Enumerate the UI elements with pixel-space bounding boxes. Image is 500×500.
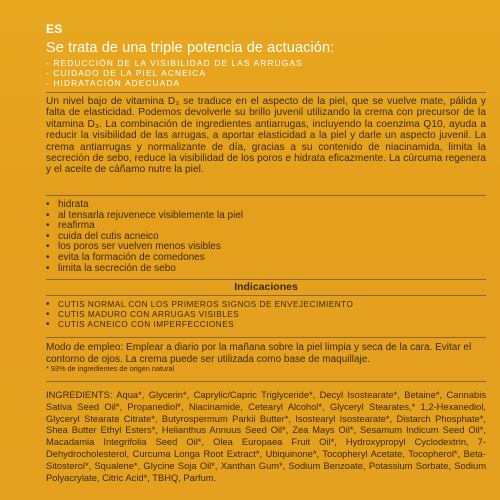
indications-heading: Indicaciones: [234, 281, 298, 293]
bullet-icon: •: [46, 209, 50, 221]
divider: [46, 195, 486, 196]
indication-text: CUTIS ACNEICO CON IMPERFECCIONES: [58, 320, 235, 330]
bullet-icon: •: [46, 220, 50, 232]
bullet-icon: •: [46, 251, 50, 263]
list-item: [46, 211, 486, 222]
divider: [46, 381, 486, 382]
action-item: - CUIDADO DE LA PIEL ACNEICA: [46, 68, 207, 78]
action-item: - REDUCCIÓN DE LA VISIBILIDAD DE LAS ARRUGAS: [46, 58, 303, 68]
natural-origin-footnote: * 93% de ingredientes de origen natural: [46, 364, 175, 373]
usage-instructions: Modo de empleo: Emplear a diario por la mañana sobre la piel limpia y seca de la cara. Evitar el contorno de ojos. La crema puede ser utilizada como base de maquillaje.: [46, 342, 472, 365]
benefits-list: [46, 200, 486, 274]
divider: [46, 279, 486, 280]
benefit-text: hidrata: [58, 199, 89, 210]
list-item: [46, 310, 486, 320]
list-item: [46, 200, 486, 211]
benefit-text: los poros ser vuelven menos visibles: [58, 241, 221, 253]
benefit-text: limita la secreción de sebo: [58, 262, 176, 274]
ingredients-list: INGREDIENTS: Aqua*, Glycerin*, Caprylic/Capric Triglyceride*, Decyl Isostearate*, Betaine*, Cannabis Sativa Seed Oil*, Propanediol*, Niacinamide, Cetearyl Alcohol*, Glyceryl Stearates,* 1,2-Hexanediol, Glyceryl Stearate Citrate*, Butyrospermum Parkii Butter*, Isostearyl Isostearate*, Distarch Phosphate*, Shea Butter Ethyl Esters*, Helianthus Annuus Seed Oil*, Zea Mays Oil*, Sesamum Indicum Seed Oil*, Macadamia Integrifolia Seed Oil*, Olea Europaea Fruit Oil*, Hydroxypropyl Cyclodextrin, 7-Dehydrocholesterol, Curcuma Longa Root Extract*, Ubiquinone*, Tocopheryl Acetate, Tocopherol*, Beta-Sitosterol*, Squalene*, Glycine Soja Oil*, Xanthan Gum*, Sodium Benzoate, Potassium Sorbate, Sodium Polyacrylate, Citric Acid*, TBHQ, Parfum.: [46, 390, 486, 483]
benefit-text: al tensarla rejuvenece visiblemente la piel: [58, 209, 244, 221]
divider: [46, 337, 486, 338]
divider: [46, 92, 486, 93]
product-description: Un nivel bajo de vitamina D₃ se traduce en el aspecto de la piel, que se vuelve mate, pálida y falta de elasticidad. Podemos devolverle su brillo juvenil utilizando la crema con precursor de la vitamina D₃. La combinación de ingredientes antiarrugas, incluyendo la coenzima Q10, ayuda a reducir la visibilidad de las arrugas, a aportar elasticidad a la piel y darle un aspecto juvenil. La crema antiarrugas y normalizante de día, gracias a su contenido de niacinamida, limita la secreción de sebo, reduce la visibilidad de los poros e hidrata eficazmente. La cúrcuma regenera y el aceite de cáñamo nutre la piel.: [46, 96, 486, 176]
indication-text: CUTIS NORMAL CON LOS PRIMEROS SIGNOS DE ENVEJECIMIENTO: [58, 300, 354, 309]
indication-text: CUTIS MADURO CON ARRUGAS VISIBLES: [58, 310, 240, 320]
list-item: [46, 253, 486, 264]
language-code: ES: [46, 22, 63, 36]
bullet-icon: •: [46, 299, 51, 310]
action-list: [46, 58, 486, 88]
benefit-text: cuida del cutis acneico: [58, 230, 159, 242]
bullet-icon: •: [46, 262, 50, 274]
bullet-icon: •: [46, 230, 50, 242]
headline: Se trata de una triple potencia de actuación:: [46, 40, 335, 56]
indications-list: [46, 300, 486, 331]
bullet-icon: •: [46, 309, 51, 321]
list-item: [46, 300, 486, 310]
bullet-icon: •: [46, 319, 51, 331]
list-item: [46, 320, 486, 330]
divider: [46, 295, 486, 296]
bullet-icon: •: [46, 241, 50, 253]
list-item: [46, 264, 486, 275]
action-item: - HIDRATACIÓN ADECUADA: [46, 78, 181, 88]
bullet-icon: •: [46, 199, 50, 210]
benefit-text: evita la formación de comedones: [58, 251, 205, 263]
benefit-text: reafirma: [58, 220, 95, 232]
